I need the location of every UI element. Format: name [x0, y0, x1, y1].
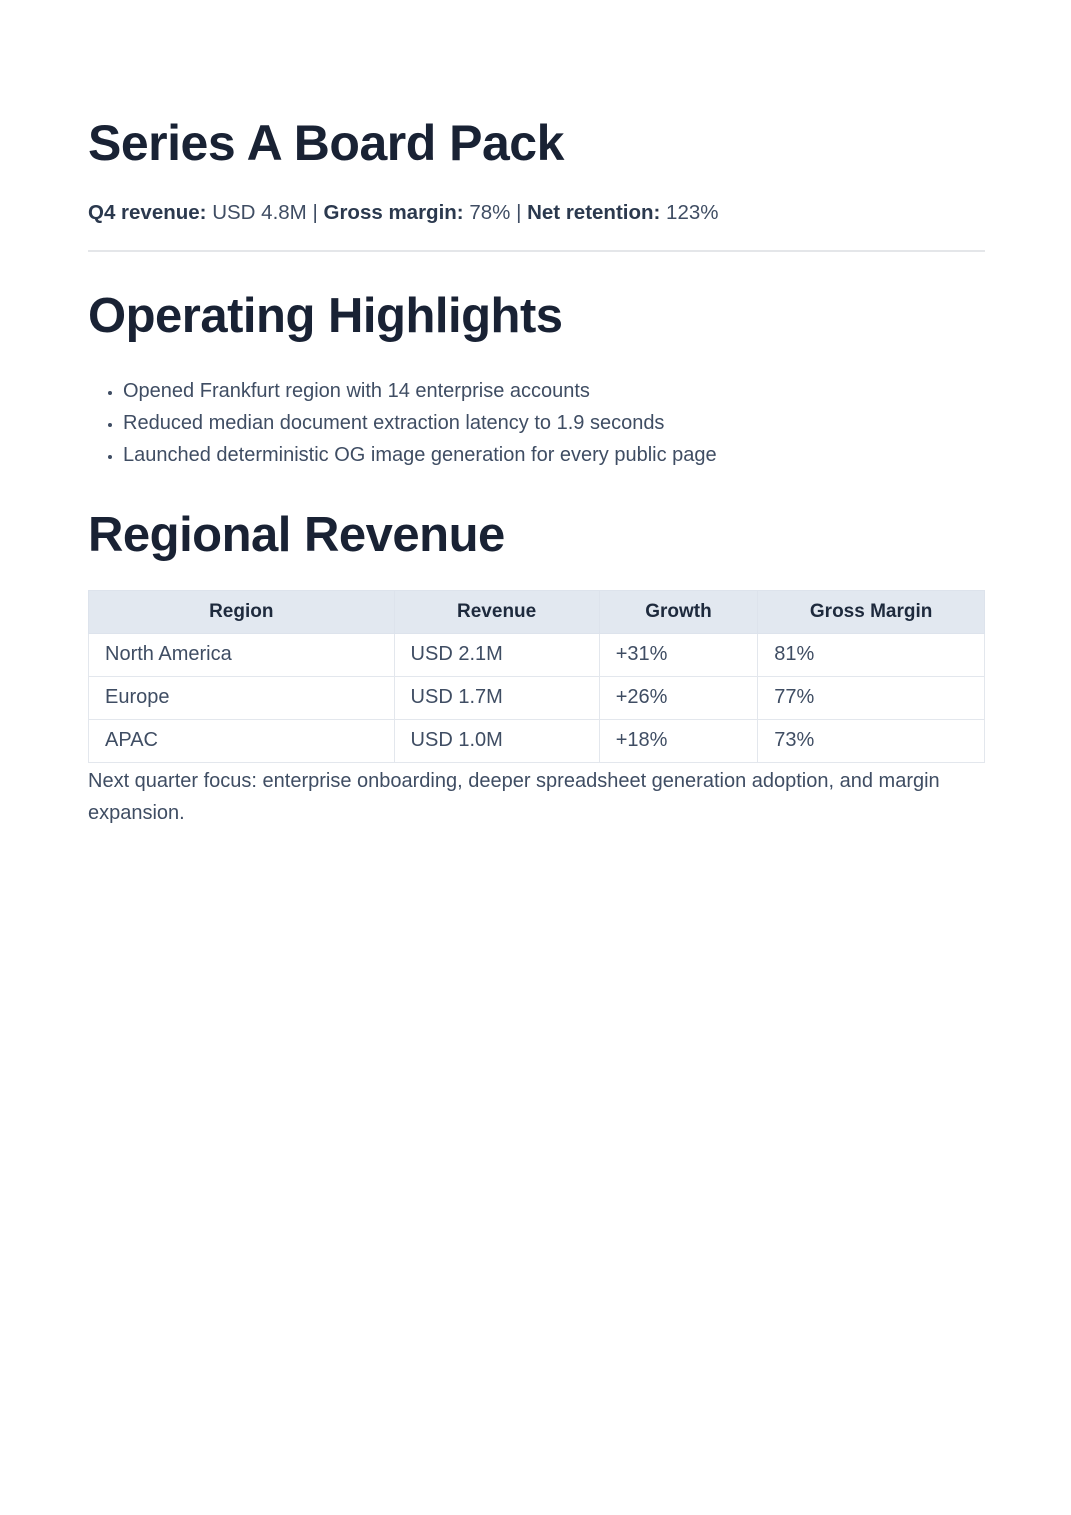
kpi-value-net-retention: 123%: [666, 200, 719, 224]
table-row: [89, 633, 985, 676]
kpi-label-q4-revenue: Q4 revenue:: [88, 200, 207, 224]
column-header-growth: Growth: [599, 590, 758, 633]
table-row: [89, 719, 985, 762]
cell-revenue: USD 1.0M: [394, 719, 599, 762]
table-row: [89, 676, 985, 719]
cell-gross-margin: 73%: [758, 719, 985, 762]
kpi-value-gross-margin: 78%: [469, 200, 511, 224]
section-heading-regional-revenue: Regional Revenue: [88, 508, 505, 563]
table-header: [89, 590, 985, 633]
next-quarter-note: Next quarter focus: enterprise onboarding, deeper spreadsheet generation adoption, and margin expansion.: [88, 769, 940, 824]
cell-gross-margin: 81%: [758, 633, 985, 676]
cell-growth: +31%: [599, 633, 758, 676]
column-header-gross-margin: Gross Margin: [758, 590, 985, 633]
page-title: Series A Board Pack: [88, 115, 564, 171]
kpi-separator: |: [312, 200, 318, 224]
section-heading-operating-highlights: Operating Highlights: [88, 289, 563, 344]
kpi-summary-line: [88, 198, 985, 229]
highlight-item: • Launched deterministic OG image generation for every public page: [123, 439, 985, 471]
cell-region: North America: [89, 633, 395, 676]
cell-region: APAC: [89, 719, 395, 762]
kpi-label-gross-margin: Gross margin:: [323, 200, 464, 224]
highlights-list: [88, 375, 985, 471]
regional-revenue-table: [88, 590, 985, 763]
horizontal-divider: [88, 250, 985, 252]
cell-region: Europe: [89, 676, 395, 719]
cell-revenue: USD 2.1M: [394, 633, 599, 676]
cell-growth: +26%: [599, 676, 758, 719]
highlight-item: • Opened Frankfurt region with 14 enterprise accounts: [123, 375, 985, 407]
cell-revenue: USD 1.7M: [394, 676, 599, 719]
kpi-value-q4-revenue: USD 4.8M: [212, 200, 307, 224]
table-body: [89, 633, 985, 762]
cell-growth: +18%: [599, 719, 758, 762]
kpi-separator: |: [516, 200, 522, 224]
highlight-item: • Reduced median document extraction latency to 1.9 seconds: [123, 407, 985, 439]
cell-gross-margin: 77%: [758, 676, 985, 719]
column-header-revenue: Revenue: [394, 590, 599, 633]
table-header-row: [89, 590, 985, 633]
kpi-label-net-retention: Net retention:: [527, 200, 661, 224]
column-header-region: Region: [89, 590, 395, 633]
